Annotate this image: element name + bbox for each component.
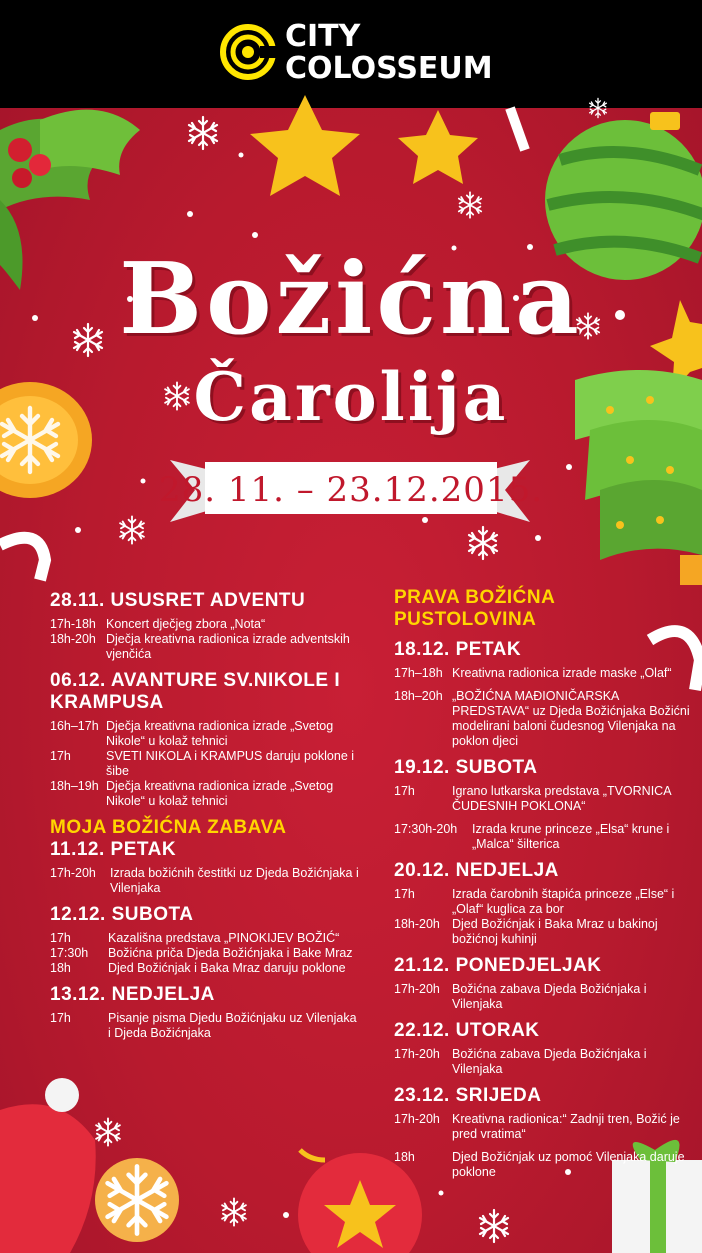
event-time: 18h bbox=[50, 961, 71, 975]
event-time: 17h bbox=[50, 749, 71, 763]
day-heading: 20.12. NEDJELJA bbox=[394, 860, 559, 881]
section-title: PRAVA BOŽIĆNA PUSTOLOVINA bbox=[394, 587, 555, 630]
day-heading: 06.12. AVANTURE SV.NIKOLE I KRAMPUSA bbox=[50, 670, 341, 713]
event-time: 17:30h bbox=[50, 946, 89, 960]
event-row bbox=[50, 931, 360, 946]
event-time: 17:30h-20h bbox=[394, 822, 458, 836]
event-description: Igrano lutkarska predstava „TVORNICA ČUDESNIH POKLONA“ bbox=[452, 784, 671, 813]
event-time: 18h bbox=[394, 1150, 415, 1164]
event-description: Izrada čarobnih štapića princeze „Else“ i „Olaf“ kuglica za bor bbox=[452, 887, 675, 916]
event-time: 17h–18h bbox=[394, 666, 443, 680]
event-time: 17h bbox=[394, 887, 415, 901]
event-description: „BOŽIĆNA MAĐIONIČARSKA PREDSTAVA“ uz Djeda Božićnjaka Božićni modelirani baloni čudesnog Vilenjaka na poklon djeci bbox=[452, 689, 690, 748]
event-row bbox=[394, 1150, 694, 1180]
event-description: Božićna zabava Djeda Božićnjaka i Vilenjaka bbox=[452, 982, 647, 1011]
event-row bbox=[50, 719, 360, 749]
cookie-snowflake-icon bbox=[95, 1158, 179, 1242]
event-description: Djed Božićnjak i Baka Mraz u bakinoj božićnoj kuhinji bbox=[452, 917, 658, 946]
event-description: Kazališna predstava „PINOKIJEV BOŽIĆ“ bbox=[108, 931, 340, 945]
brand-name-line1: CITY bbox=[285, 19, 361, 54]
event-row bbox=[50, 779, 360, 809]
event-time: 17h-20h bbox=[394, 1047, 440, 1061]
right-schedule-column bbox=[394, 587, 694, 1180]
event-row bbox=[50, 1011, 360, 1041]
day-heading: 28.11. USUSRET ADVENTU bbox=[50, 590, 306, 611]
candy-cane-icon bbox=[510, 108, 525, 150]
event-row bbox=[50, 749, 360, 779]
day-heading: 23.12. SRIJEDA bbox=[394, 1085, 542, 1106]
event-description: Koncert dječjeg zbora „Nota“ bbox=[106, 617, 266, 631]
event-time: 18h–20h bbox=[394, 689, 443, 703]
event-row bbox=[394, 887, 694, 917]
santa-hat-icon bbox=[0, 1078, 96, 1253]
event-row bbox=[394, 1112, 694, 1142]
event-description: Dječja kreativna radionica izrade „Svetog Nikole“ u kolaž tehnici bbox=[106, 719, 334, 748]
event-time: 17h bbox=[50, 931, 71, 945]
event-description: Djed Božićnjak i Baka Mraz daruju poklone bbox=[108, 961, 346, 975]
event-row bbox=[394, 784, 694, 814]
event-time: 17h-20h bbox=[394, 1112, 440, 1126]
day-heading: 18.12. PETAK bbox=[394, 639, 522, 660]
day-heading: 19.12. SUBOTA bbox=[394, 757, 538, 778]
day-heading: 11.12. PETAK bbox=[50, 839, 177, 860]
event-description: SVETI NIKOLA i KRAMPUS daruju poklone i šibe bbox=[106, 749, 355, 778]
event-time: 18h–19h bbox=[50, 779, 99, 793]
event-description: Izrada božićnih čestitki uz Djeda Božićnjaka i Vilenjaka bbox=[110, 866, 359, 895]
event-row bbox=[50, 961, 360, 976]
event-time: 17h bbox=[394, 784, 415, 798]
event-time: 17h-18h bbox=[50, 617, 96, 631]
day-heading: 22.12. UTORAK bbox=[394, 1020, 540, 1041]
event-time: 16h–17h bbox=[50, 719, 99, 733]
event-time: 17h bbox=[50, 1011, 71, 1025]
event-row bbox=[394, 822, 694, 852]
event-time: 17h-20h bbox=[394, 982, 440, 996]
event-description: Dječja kreativna radionica izrade adventskih vjenčića bbox=[106, 632, 350, 661]
day-heading: 12.12. SUBOTA bbox=[50, 904, 194, 925]
event-row bbox=[50, 866, 360, 896]
event-description: Dječja kreativna radionica izrade „Svetog Nikole“ u kolaž tehnici bbox=[106, 779, 334, 808]
event-time: 18h-20h bbox=[50, 632, 96, 646]
event-description: Pisanje pisma Djedu Božićnjaku uz Vilenjaka i Djeda Božićnjaka bbox=[108, 1011, 357, 1040]
event-row bbox=[50, 632, 360, 662]
day-heading: 21.12. PONEDJELJAK bbox=[394, 955, 602, 976]
event-row bbox=[394, 917, 694, 947]
section-title: MOJA BOŽIĆNA ZABAVA bbox=[50, 817, 287, 838]
candy-cane-icon bbox=[0, 538, 45, 580]
left-schedule-column bbox=[50, 590, 360, 1041]
event-description: Djed Božićnjak uz pomoć Vilenjaka daruje poklone bbox=[452, 1150, 685, 1179]
title-line2: Čarolija bbox=[193, 358, 509, 436]
event-description: Božićna priča Djeda Božićnjaka i Bake Mraz bbox=[108, 946, 353, 960]
event-time: 18h-20h bbox=[394, 917, 440, 931]
event-description: Kreativna radionica izrade maske „Olaf“ bbox=[452, 666, 672, 680]
event-row bbox=[394, 666, 694, 681]
event-description: Kreativna radionica:“ Zadnji tren, Božić je pred vratima“ bbox=[452, 1112, 680, 1141]
event-description: Izrada krune princeze „Elsa“ krune i „Malca“ šilterica bbox=[472, 822, 670, 851]
date-range: 28. 11. – 23.12.2015. bbox=[158, 470, 544, 510]
event-row bbox=[394, 1047, 694, 1077]
event-row bbox=[50, 617, 360, 632]
event-row bbox=[394, 982, 694, 1012]
event-row bbox=[394, 689, 694, 749]
day-heading: 13.12. NEDJELJA bbox=[50, 984, 215, 1005]
event-row bbox=[50, 946, 360, 961]
title-line1: Božićna bbox=[119, 242, 583, 357]
event-description: Božićna zabava Djeda Božićnjaka i Vilenjaka bbox=[452, 1047, 647, 1076]
event-time: 17h-20h bbox=[50, 866, 96, 880]
brand-name-line2: COLOSSEUM bbox=[285, 51, 493, 86]
